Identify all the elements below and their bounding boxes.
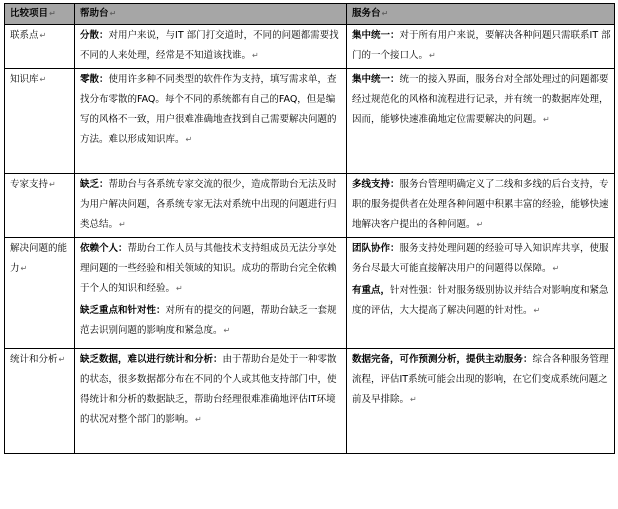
paragraph-mark-icon: ↵ [410,395,417,404]
item-cell: 知识库↵ [5,69,75,174]
paragraph-mark-icon: ↵ [429,51,436,60]
service-desk-cell [347,174,615,238]
paragraph: 集中统一：统一的接入界面，服务台对全部处理过的问题都要经过规范化的风格和流程进行记录，并有统一的数据库处理，因而，能够快速准确地定位需要解决的问题。↵ [352,74,609,125]
service-desk-cell [347,238,615,349]
paragraph-mark-icon: ↵ [552,264,560,273]
header-help-desk-cell: 帮助台↵ [75,4,347,25]
item-cell: 统计和分析↵ [5,349,75,454]
help-desk-cell [75,238,347,349]
paragraph-mark-icon: ↵ [533,306,541,315]
paragraph-mark-icon: ↵ [109,9,117,18]
item-cell: 联系点↵ [5,25,75,69]
paragraph-mark-icon: ↵ [58,355,66,364]
paragraph-mark-icon: ↵ [195,415,202,424]
paragraph-mark-icon: ↵ [381,9,389,18]
paragraph-mark-icon: ↵ [223,326,231,335]
header-item-cell: 比较项目↵ [5,4,75,25]
paragraph: 缺乏：帮助台与各系统专家交流的很少，造成帮助台无法及时为用户解决问题，各系统专家无法对系统中出现的问题进行归类总结。↵ [80,179,337,230]
paragraph: 零散：使用许多种不同类型的软件作为支持，填写需求单，查找分布零散的FAQ。每个不同的系统都有自己的FAQ，但是编写的风格不一致，用户很难准确地查找到自己需要解决问题的方法。难以形成知识库。↵ [80,74,337,145]
paragraph: 缺乏数据，难以进行统计和分析：由于帮助台是处于一种零散的状态，很多数据都分布在不同的个人或其他支持部门中，使得统计和分析的数据缺乏，帮助台经理很难准确地评估IT环境的状况对整个部门的影响。↵ [80,354,337,425]
paragraph: 依赖个人：帮助台工作人员与其他技术支持组成员无法分享处理问题的一些经验和相关领域的知识。成功的帮助台完全依赖于个人的知识和经验。↵ [80,243,337,294]
paragraph: 集中统一：对于所有用户来说，要解决各种问题只需联系IT 部门的一个接口人。↵ [352,30,611,61]
table-row [5,69,615,174]
paragraph: 数据完备，可作预测分析，提供主动服务：综合各种服务管理流程，评估IT系统可能会出现的影响，在它们变成系统问题之前及早排除。↵ [352,354,609,405]
comparison-table [4,3,615,454]
help-desk-cell [75,349,347,454]
paragraph-mark-icon: ↵ [39,31,47,40]
paragraph: 有重点，针对性强：针对服务级别协议并结合对影响度和紧急度的评估，大大提高了解决问题的针对性。↵ [352,285,609,316]
item-cell: 专家支持↵ [5,174,75,238]
paragraph-mark-icon: ↵ [20,264,28,273]
service-desk-cell [347,349,615,454]
table-row [5,349,615,454]
item-cell: 解决问题的能力↵ [5,238,75,349]
paragraph: 团队协作：服务支持处理问题的经验可导入知识库共享，使服务台尽最大可能直接解决用户的问题得以保障。↵ [352,243,609,274]
paragraph: 分散：对用户来说，与IT 部门打交道时，不同的问题都需要找不同的人来处理，经常是不知道该找谁。↵ [80,30,339,61]
table-header-row [5,4,615,25]
paragraph-mark-icon: ↵ [185,135,193,144]
service-desk-cell [347,25,615,69]
paragraph-mark-icon: ↵ [176,284,183,293]
paragraph: 多线支持：服务台管理明确定义了二线和多线的后台支持，专职的服务提供者在处理各种问题中积累丰富的经验，能够快速地解决客户提出的各种问题。↵ [352,179,609,230]
paragraph-mark-icon: ↵ [476,220,484,229]
paragraph-mark-icon: ↵ [49,9,56,18]
paragraph: 缺乏重点和针对性：对所有的提交的问题，帮助台缺乏一套规范去识别问题的影响度和紧急度。↵ [80,305,337,336]
help-desk-cell [75,174,347,238]
paragraph-mark-icon: ↵ [543,115,550,124]
table-row [5,238,615,349]
comparison-document [4,3,614,505]
table-row [5,25,615,69]
paragraph-mark-icon: ↵ [252,51,259,60]
service-desk-cell [347,69,615,174]
paragraph-mark-icon: ↵ [49,180,56,189]
help-desk-cell [75,25,347,69]
header-service-desk-cell: 服务台↵ [347,4,615,25]
paragraph-mark-icon: ↵ [119,220,126,229]
table-row [5,174,615,238]
paragraph-mark-icon: ↵ [39,75,47,84]
help-desk-cell [75,69,347,174]
